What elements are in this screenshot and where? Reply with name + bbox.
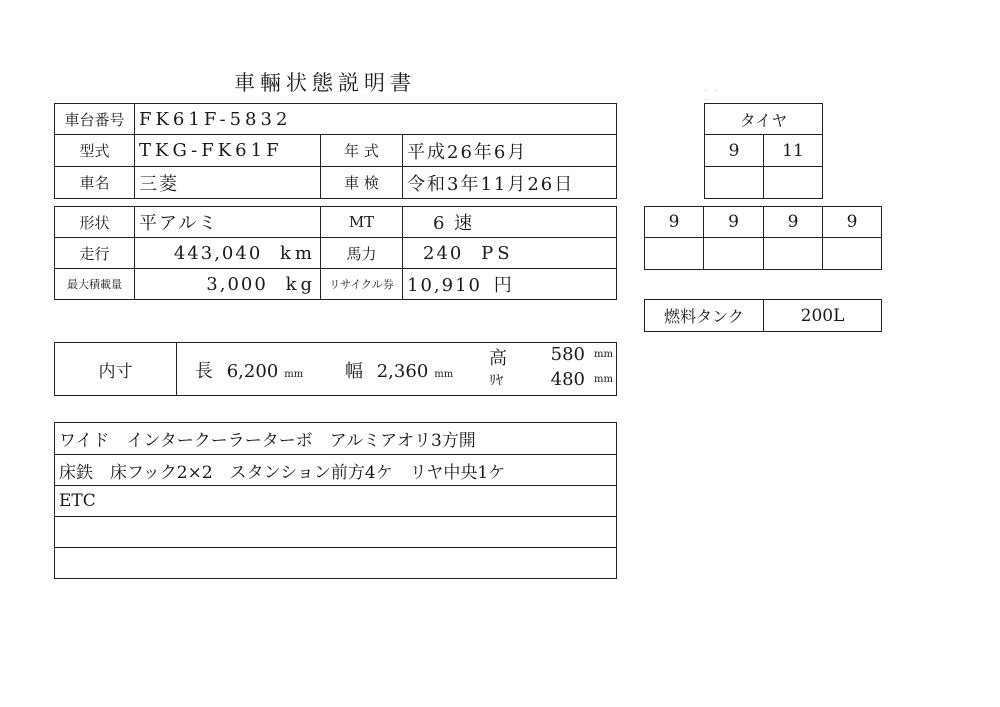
tire-rear-table	[644, 206, 882, 270]
mileage-unit: km	[280, 242, 316, 264]
width-value: 2,360	[376, 361, 429, 382]
name-value: 三菱	[135, 167, 321, 199]
interior-table	[54, 342, 617, 396]
tire-front-right-empty	[764, 167, 823, 199]
shape-label: 形状	[55, 207, 135, 238]
model-label: 型式	[55, 135, 135, 167]
length-unit: mm	[284, 369, 304, 380]
page-title: 車輛状態説明書	[234, 71, 416, 95]
recycle-value: 10,910	[407, 275, 482, 296]
fuel-label: 燃料タンク	[645, 300, 764, 332]
note-line	[55, 517, 617, 548]
interior-rear	[489, 369, 613, 390]
note-line: ETC	[55, 486, 617, 517]
chassis-label: 車台番号	[55, 104, 135, 135]
tire-rear-3: 9	[764, 207, 823, 238]
length-value: 6,200	[226, 361, 279, 382]
height-unit: mm	[594, 349, 613, 360]
height-value: 580	[550, 344, 585, 365]
power-cell	[403, 238, 617, 269]
scan-mark: - - -	[705, 86, 719, 104]
note-line: ワイド インタークーラーターボ アルミアオリ3方開	[55, 423, 617, 455]
capacity-value: 3,000	[206, 273, 268, 295]
notes-table	[54, 422, 617, 579]
capacity-cell	[135, 269, 321, 300]
rear-unit: mm	[594, 374, 613, 385]
interior-width	[345, 357, 453, 383]
rear-value: 480	[550, 369, 585, 390]
height-label: 高	[489, 348, 507, 369]
power-unit: PS	[481, 242, 514, 264]
length-label: 長	[195, 361, 213, 382]
recycle-label: リサイクル券	[321, 269, 403, 300]
tire-label: タイヤ	[705, 104, 823, 135]
mileage-value: 443,040	[173, 242, 263, 264]
tire-rear-4-empty	[823, 238, 882, 270]
recycle-unit: 円	[493, 275, 514, 296]
fuel-table	[644, 299, 882, 332]
mileage-label: 走行	[55, 238, 135, 269]
mileage-cell	[135, 238, 321, 269]
tire-rear-1: 9	[645, 207, 704, 238]
rear-label: ﾘﾔ	[489, 373, 503, 389]
interior-label: 内寸	[55, 343, 177, 396]
recycle-cell	[403, 269, 617, 300]
trans-label: MT	[321, 207, 403, 238]
chassis-value: FK61F-5832	[135, 104, 617, 135]
width-label: 幅	[345, 361, 363, 382]
capacity-unit: kg	[285, 273, 316, 295]
tire-front-left: 9	[705, 135, 764, 167]
tire-rear-4: 9	[823, 207, 882, 238]
power-label: 馬力	[321, 238, 403, 269]
year-value: 平成26年6月	[403, 135, 617, 167]
width-unit: mm	[434, 369, 454, 380]
interior-length	[195, 357, 303, 383]
tire-rear-3-empty	[764, 238, 823, 270]
model-value: TKG-FK61F	[135, 135, 321, 167]
interior-height	[489, 344, 613, 370]
tire-front-table	[704, 103, 823, 199]
year-label: 年 式	[321, 135, 403, 167]
capacity-label: 最大積載量	[55, 269, 135, 300]
vehicle-info-table	[54, 103, 617, 199]
power-value: 240	[423, 242, 464, 264]
tire-rear-2: 9	[704, 207, 764, 238]
tire-front-right: 11	[764, 135, 823, 167]
shape-value: 平アルミ	[135, 207, 321, 238]
note-line	[55, 548, 617, 579]
tire-rear-1-empty	[645, 238, 704, 270]
tire-front-left-empty	[705, 167, 764, 199]
inspection-value: 令和3年11月26日	[403, 167, 617, 199]
inspection-label: 車 検	[321, 167, 403, 199]
note-line: 床鉄 床フック2×2 スタンション前方4ケ リヤ中央1ケ	[55, 455, 617, 486]
specs-table	[54, 206, 617, 300]
fuel-value: 200L	[764, 300, 882, 332]
tire-rear-2-empty	[704, 238, 764, 270]
trans-value: 6 速	[403, 207, 617, 238]
name-label: 車名	[55, 167, 135, 199]
interior-values	[177, 343, 617, 396]
